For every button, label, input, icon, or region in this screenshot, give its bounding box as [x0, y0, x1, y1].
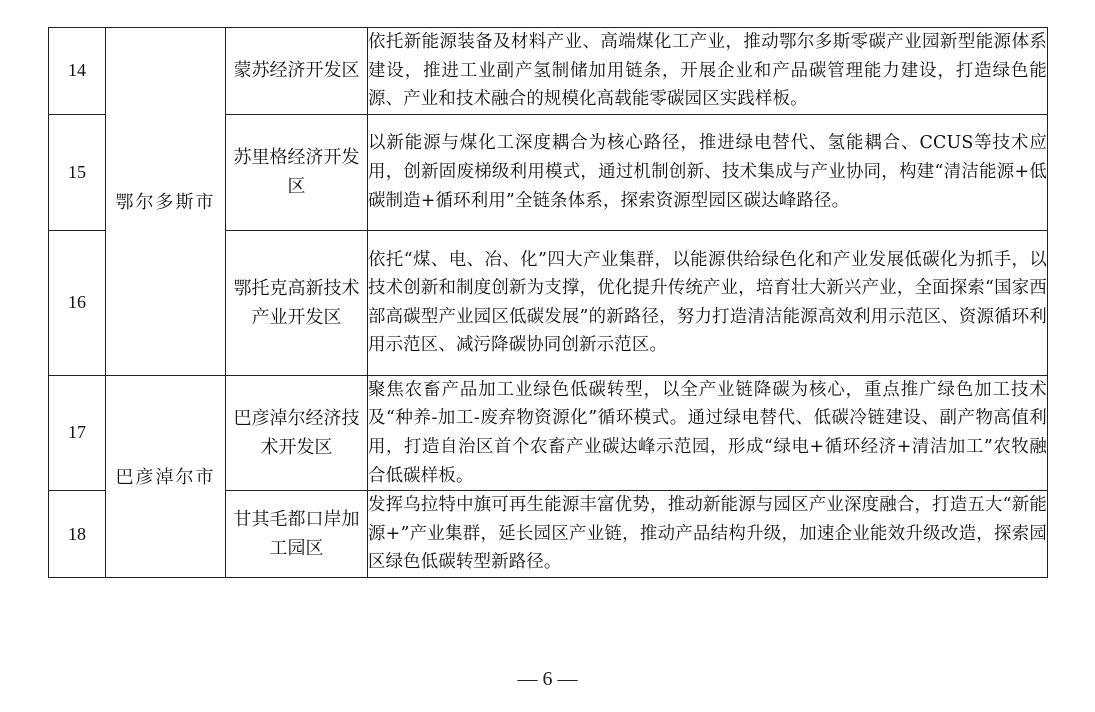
row-number: 15 — [49, 114, 106, 230]
page-number: — 6 — — [517, 668, 578, 690]
row-number: 14 — [49, 28, 106, 115]
zone-description: 发挥乌拉特中旗可再生能源丰富优势，推动新能源与园区产业深度融合，打造五大“新能源+”产业集群，延长园区产业链，推动产品结构升级，加速企业能效升级改造，探索园区绿色低碳转型新路径。 — [368, 491, 1048, 578]
zone-name: 苏里格经济开发区 — [226, 114, 368, 230]
zone-description: 依托“煤、电、冶、化”四大产业集群，以能源供给绿色化和产业发展低碳化为抓手，以技术创新和制度创新为支撑，优化提升传统产业，培育壮大新兴产业，全面探索“国家西部高碳型产业园区低碳发展”的新路径，努力打造清洁能源高效利用示范区、资源循环利用示范区、减污降碳协同创新示范区。 — [368, 230, 1048, 375]
zone-description: 以新能源与煤化工深度耦合为核心路径，推进绿电替代、氢能耦合、CCUS等技术应用，创新固废梯级利用模式，通过机制创新、技术集成与产业协同，构建“清洁能源+低碳制造+循环利用”全链条体系，探索资源型园区碳达峰路径。 — [368, 114, 1048, 230]
city-cell: 巴彦淖尔市 — [106, 375, 226, 577]
zone-name: 巴彦淖尔经济技术开发区 — [226, 375, 368, 490]
row-number: 16 — [49, 230, 106, 375]
zone-name: 蒙苏经济开发区 — [226, 28, 368, 115]
table-row — [49, 28, 1048, 115]
city-cell: 鄂尔多斯市 — [106, 28, 226, 376]
zone-name: 甘其毛都口岸加工园区 — [226, 491, 368, 578]
row-number: 18 — [49, 491, 106, 578]
zone-description: 依托新能源装备及材料产业、高端煤化工产业，推动鄂尔多斯零碳产业园新型能源体系建设，推进工业副产氢制储加用链条，开展企业和产品碳管理能力建设，打造绿色能源、产业和技术融合的规模化高载能零碳园区实践样板。 — [368, 28, 1048, 115]
zone-description: 聚焦农畜产品加工业绿色低碳转型，以全产业链降碳为核心，重点推广绿色加工技术及“种养-加工-废弃物资源化”循环模式。通过绿电替代、低碳冷链建设、副产物高值利用，打造自治区首个农畜产业碳达峰示范园，形成“绿电+循环经济+清洁加工”农牧融合低碳样板。 — [368, 375, 1048, 490]
policy-table — [48, 27, 1048, 578]
zone-name: 鄂托克高新技术产业开发区 — [226, 230, 368, 375]
row-number: 17 — [49, 375, 106, 490]
table-row — [49, 375, 1048, 490]
